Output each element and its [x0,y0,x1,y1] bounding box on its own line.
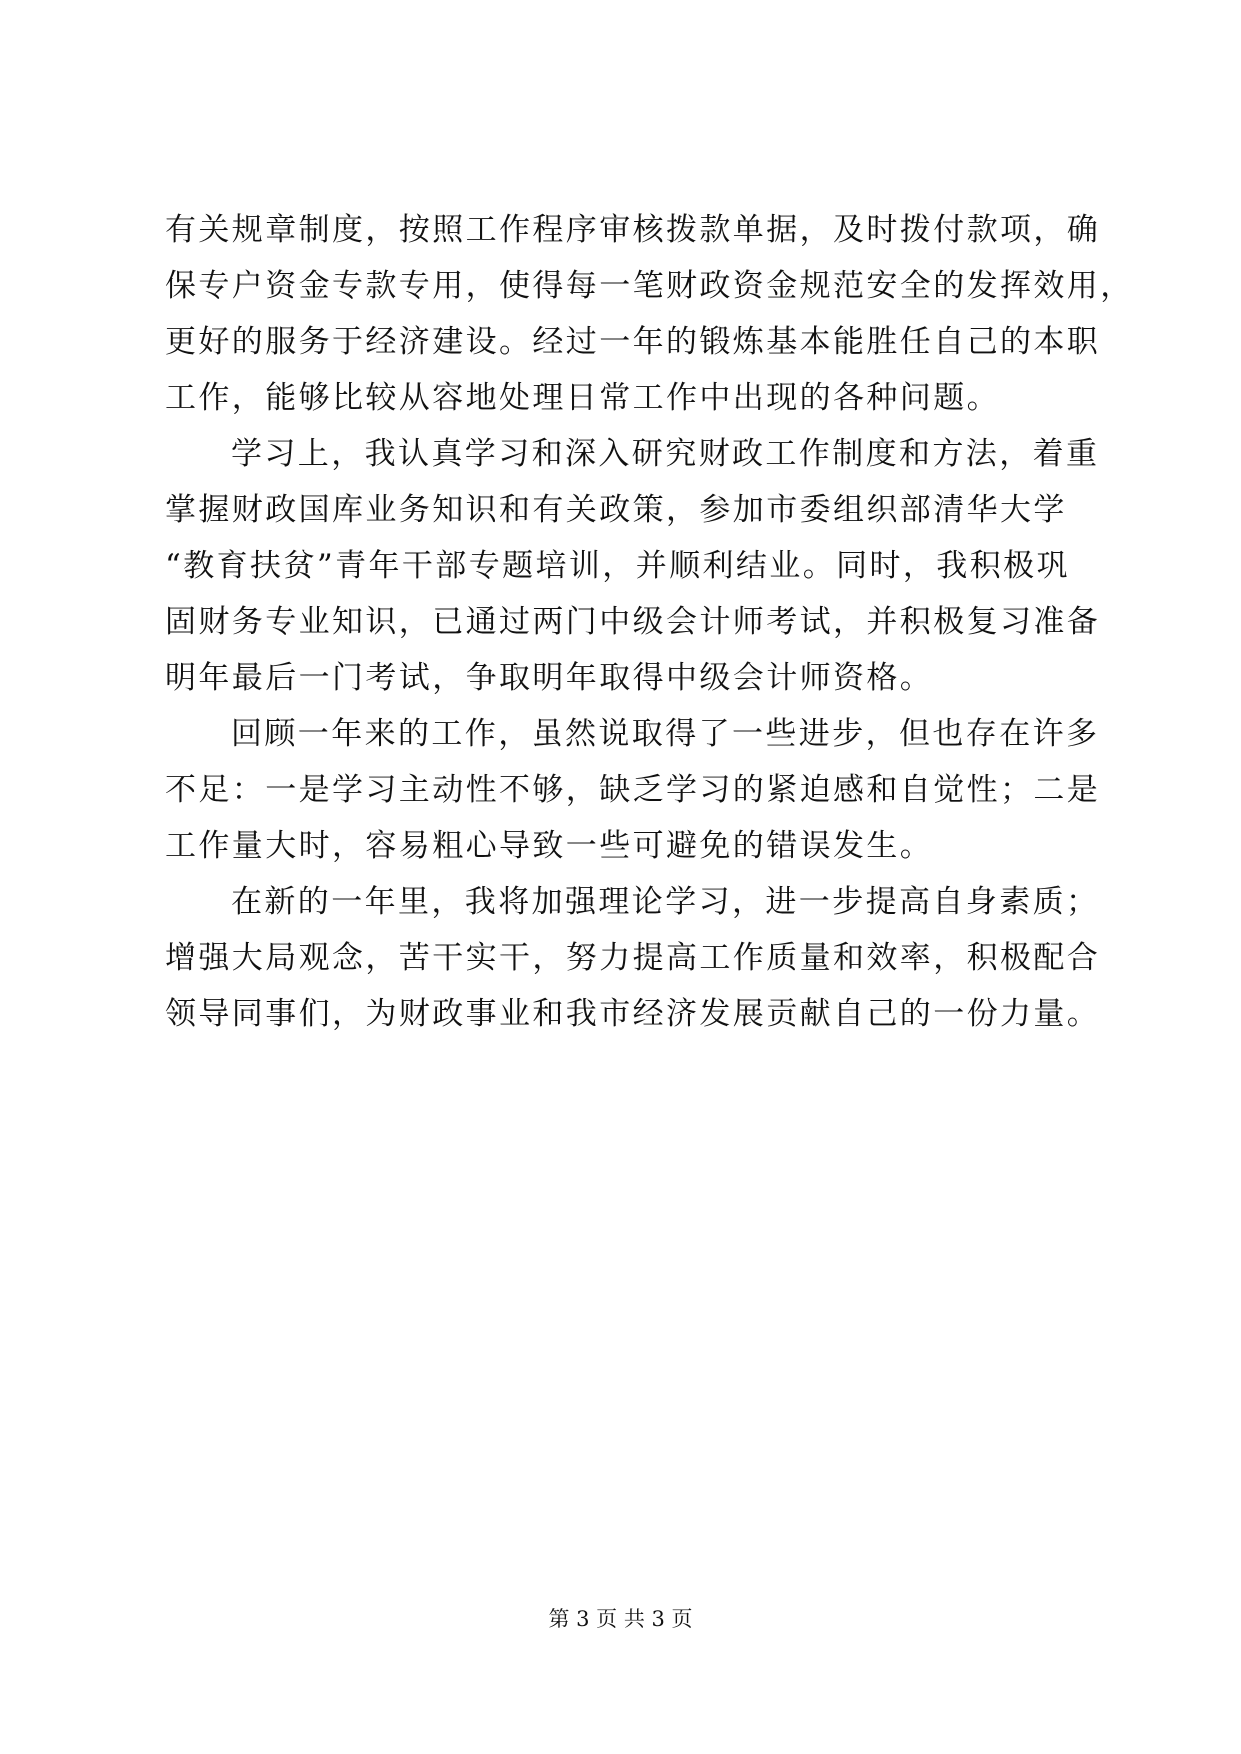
text-line: 工作量大时，容易粗心导致一些可避免的错误发生。 [165,828,934,864]
text-line: 工作，能够比较从容地处理日常工作中出现的各种问题。 [165,380,1000,416]
text-line: 更好的服务于经济建设。经过一年的锻炼基本能胜任自己的本职 [165,324,1101,360]
text-line: 在新的一年里，我将加强理论学习，进一步提高自身素质； [231,884,1100,920]
paragraph-2 [165,426,1101,706]
text-line: 保专户资金专款专用，使得每一笔财政资金规范安全的发挥效用， [165,268,1134,304]
text-line: 领导同事们，为财政事业和我市经济发展贡献自己的一份力量。 [165,996,1101,1032]
text-line: 明年最后一门考试，争取明年取得中级会计师资格。 [165,660,934,696]
text-line: 增强大局观念，苦干实干，努力提高工作质量和效率，积极配合 [165,940,1101,976]
text-line: 不足：一是学习主动性不够，缺乏学习的紧迫感和自觉性；二是 [165,772,1101,808]
text-line: “教育扶贫”青年干部专题培训，并顺利结业。同时，我积极巩 [165,548,1070,584]
text-line: 有关规章制度，按照工作程序审核拨款单据，及时拨付款项，确 [165,212,1101,248]
text-line: 掌握财政国库业务知识和有关政策，参加市委组织部清华大学 [165,492,1067,528]
text-line: 回顾一年来的工作，虽然说取得了一些进步，但也存在许多 [231,716,1100,752]
text-line: 学习上，我认真学习和深入研究财政工作制度和方法，着重 [231,436,1100,472]
text-line: 固财务专业知识，已通过两门中级会计师考试，并积极复习准备 [165,604,1101,640]
paragraph-3 [165,706,1101,874]
page-number-footer: 第 3 页 共 3 页 [548,1607,693,1631]
document-body [165,202,1134,1042]
paragraph-1 [165,202,1134,426]
paragraph-4 [165,874,1101,1042]
